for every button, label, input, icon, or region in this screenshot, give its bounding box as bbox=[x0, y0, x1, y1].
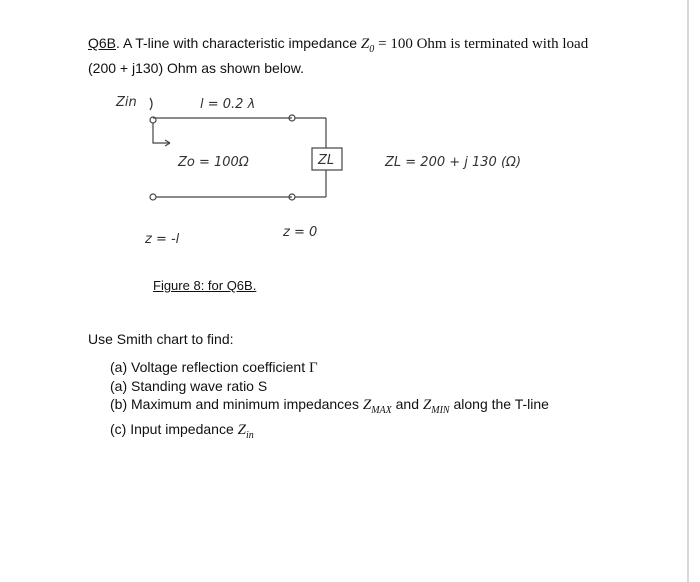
task-b: (b) Maximum and minimum impedances $Z_{MAX}$ and $Z_{MIN}$ along the T-line bbox=[110, 396, 549, 416]
z0-symbol: $Z_0$ bbox=[360, 36, 375, 55]
input-arrow-hook bbox=[153, 123, 170, 143]
length-label: l = 0.2 λ bbox=[200, 97, 256, 112]
z-end-label: z = 0 bbox=[283, 225, 318, 240]
task-intro: Use Smith chart to find: bbox=[88, 331, 234, 347]
z0-value: = 100 Ohm is terminated with load bbox=[378, 36, 589, 52]
zmin-symbol: $Z_{MIN}$ bbox=[422, 397, 450, 416]
load-value-label: ZL = 200 + j 130 (Ω) bbox=[385, 155, 522, 170]
task-a1: (a) Voltage reflection coefficient Γ bbox=[110, 359, 318, 376]
question-line2: (200 + j130) Ohm as shown below. bbox=[88, 60, 304, 76]
z0-diagram-label: Zo = 100Ω bbox=[178, 155, 249, 170]
zmax-symbol: $Z_{MAX}$ bbox=[362, 397, 392, 416]
task-a2: (a) Standing wave ratio S bbox=[110, 378, 268, 394]
question-id: Q6B bbox=[88, 35, 117, 51]
load-box-label: ZL bbox=[318, 153, 335, 168]
task-list bbox=[110, 358, 549, 445]
zin-symbol: $Z_{in}$ bbox=[237, 422, 254, 441]
zin-label: Zin bbox=[116, 95, 137, 110]
figure-caption: Figure 8: for Q6B. bbox=[153, 278, 257, 293]
z-start-label: z = -l bbox=[145, 232, 180, 247]
task-c: (c) Input impedance $Z_{in}$ bbox=[110, 421, 254, 441]
question-intro: . A T-line with characteristic impedance bbox=[116, 35, 357, 51]
zin-bracket bbox=[150, 98, 152, 110]
input-terminal-bottom bbox=[150, 194, 156, 200]
gamma-symbol: Γ bbox=[308, 360, 318, 376]
